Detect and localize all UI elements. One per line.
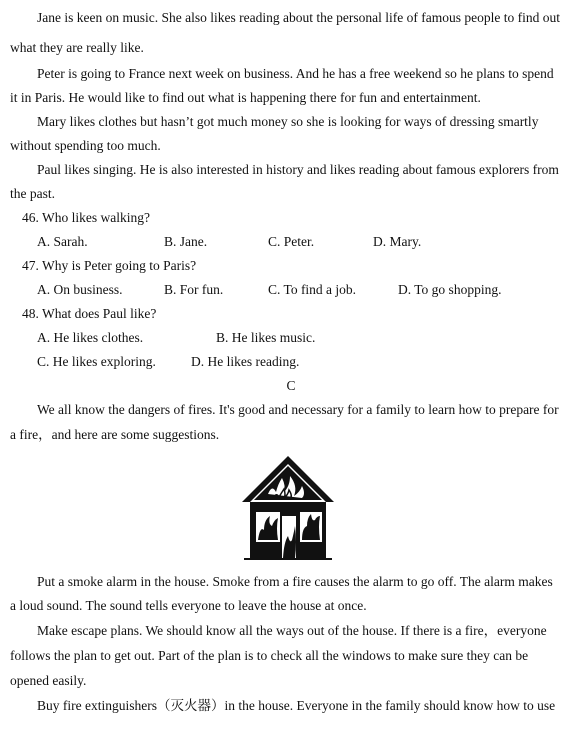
option-b: B. He likes music. xyxy=(216,330,316,345)
paragraph-line: Buy fire extinguishers（灭火器）in the house. Everyone in the family should know how to use xyxy=(37,698,556,713)
paragraph-line: what they are really like. xyxy=(10,40,144,55)
paragraph-line: Mary likes clothes but hasn’t got much money so she is looking for ways of dressing smartly xyxy=(37,114,539,129)
paragraph-line: opened easily. xyxy=(10,673,87,688)
paragraph-line: without spending too much. xyxy=(10,138,161,153)
paragraph-line: a fire，and here are some suggestions. xyxy=(10,427,220,442)
paragraph-line: Peter is going to France next week on business. And he has a free weekend so he plans to spend xyxy=(37,66,554,81)
option-d: D. He likes reading. xyxy=(191,354,300,369)
paragraph-line: Jane is keen on music. She also likes reading about the personal life of famous people to find out xyxy=(37,10,560,25)
option-c: C. To find a job. xyxy=(268,282,357,297)
paragraph-line: it in Paris. He would like to find out what is happening there for fun and entertainment. xyxy=(10,90,481,105)
paragraph-line: a loud sound. The sound tells everyone to leave the house at once. xyxy=(10,598,367,613)
paragraph-line: Paul likes singing. He is also interested in history and likes reading about famous explorers from xyxy=(37,162,559,177)
section-heading: C xyxy=(286,378,296,393)
paragraph-line: Put a smoke alarm in the house. Smoke from a fire causes the alarm to go off. The alarm makes xyxy=(37,574,553,589)
question-stem: 47. Why is Peter going to Paris? xyxy=(22,258,197,273)
question-stem: 48. What does Paul like? xyxy=(22,306,157,321)
burning-house-icon xyxy=(238,454,338,562)
question-stem: 46. Who likes walking? xyxy=(22,210,150,225)
paragraph-line: follows the plan to get out. Part of the plan is to check all the windows to make sure they can be xyxy=(10,648,529,663)
option-d: D. To go shopping. xyxy=(398,282,502,297)
option-b: B. Jane. xyxy=(164,234,208,249)
option-d: D. Mary. xyxy=(373,234,422,249)
option-a: A. Sarah. xyxy=(37,234,88,249)
option-c: C. He likes exploring. xyxy=(37,354,156,369)
paragraph-line: the past. xyxy=(10,186,55,201)
option-c: C. Peter. xyxy=(268,234,315,249)
option-b: B. For fun. xyxy=(164,282,224,297)
option-a: A. On business. xyxy=(37,282,123,297)
paragraph-line: Make escape plans. We should know all the ways out of the house. If there is a fire，everyone xyxy=(37,623,547,638)
option-a: A. He likes clothes. xyxy=(37,330,144,345)
paragraph-line: We all know the dangers of fires. It's good and necessary for a family to learn how to prepare for xyxy=(37,402,559,417)
